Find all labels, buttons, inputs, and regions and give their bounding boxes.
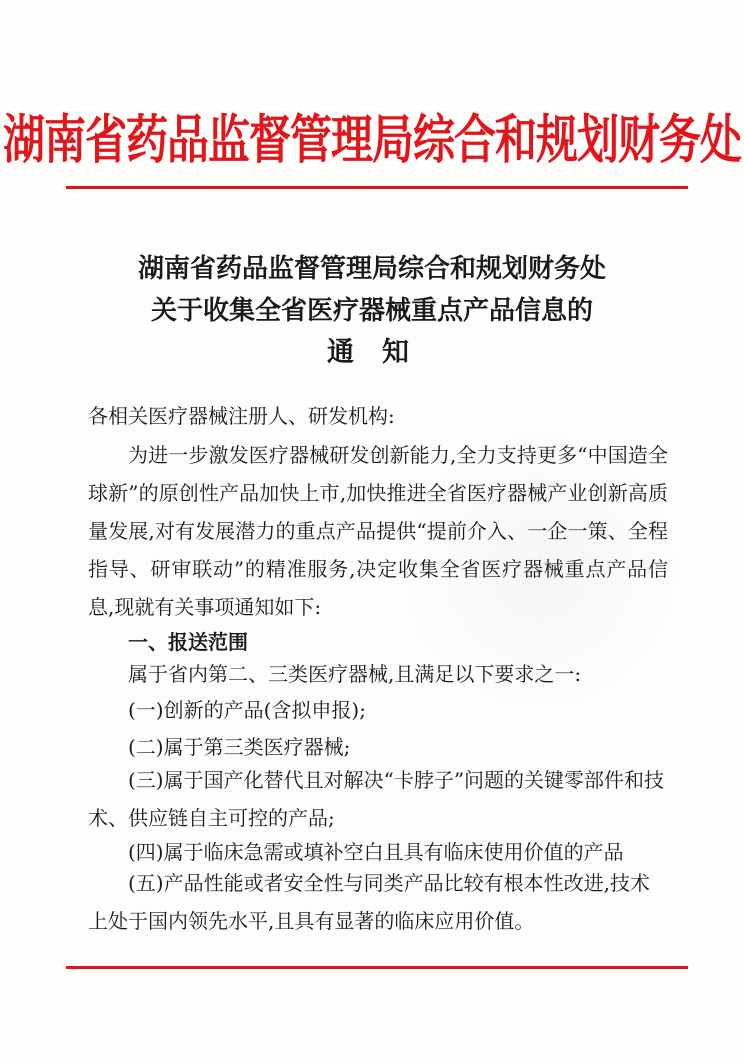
list-item: (三)属于国产化替代且对解决“卡脖子”问题的关键零部件和技术、供应链自主可控的产品; xyxy=(88,768,665,830)
footer-red-rule xyxy=(66,966,688,969)
list-item: (一)创新的产品(含拟申报); xyxy=(128,698,366,722)
doc-title-line-2: 关于收集全省医疗器械重点产品信息的 xyxy=(150,296,593,326)
list-item: (二)属于第三类医疗器械; xyxy=(128,735,351,759)
intro-paragraph: 为进一步激发医疗器械研发创新能力,全力支持更多“中国造全球新”的原创性产品加快上市,加快推进全省医疗器械产业创新高质量发展,对有发展潜力的重点产品提供“提前介入、一企一策、全程指导、研审联动”的精准服务,决定收集全省医疗器械重点产品信息,现就有关事项通知如下: xyxy=(88,443,668,619)
section-heading: 一、报送范围 xyxy=(128,630,248,654)
doc-title-line-1: 湖南省药品监督管理局综合和规划财务处 xyxy=(137,254,606,284)
salutation: 各相关医疗器械注册人、研发机构: xyxy=(88,404,395,428)
list-item: (五)产品性能或者安全性与同类产品比较有根本性改进,技术上处于国内领先水平,且具有显著的临床应用价值。 xyxy=(88,871,650,933)
letterhead-red-rule xyxy=(66,186,688,189)
doc-title-line-3: 通知 xyxy=(327,337,437,368)
letterhead-org-name: 湖南省药品监督管理局综合和规划财务处 xyxy=(2,108,741,170)
section-intro: 属于省内第二、三类医疗器械,且满足以下要求之一: xyxy=(128,662,582,686)
list-item: (四)属于临床急需或填补空白且具有临床使用价值的产品 xyxy=(128,840,624,864)
